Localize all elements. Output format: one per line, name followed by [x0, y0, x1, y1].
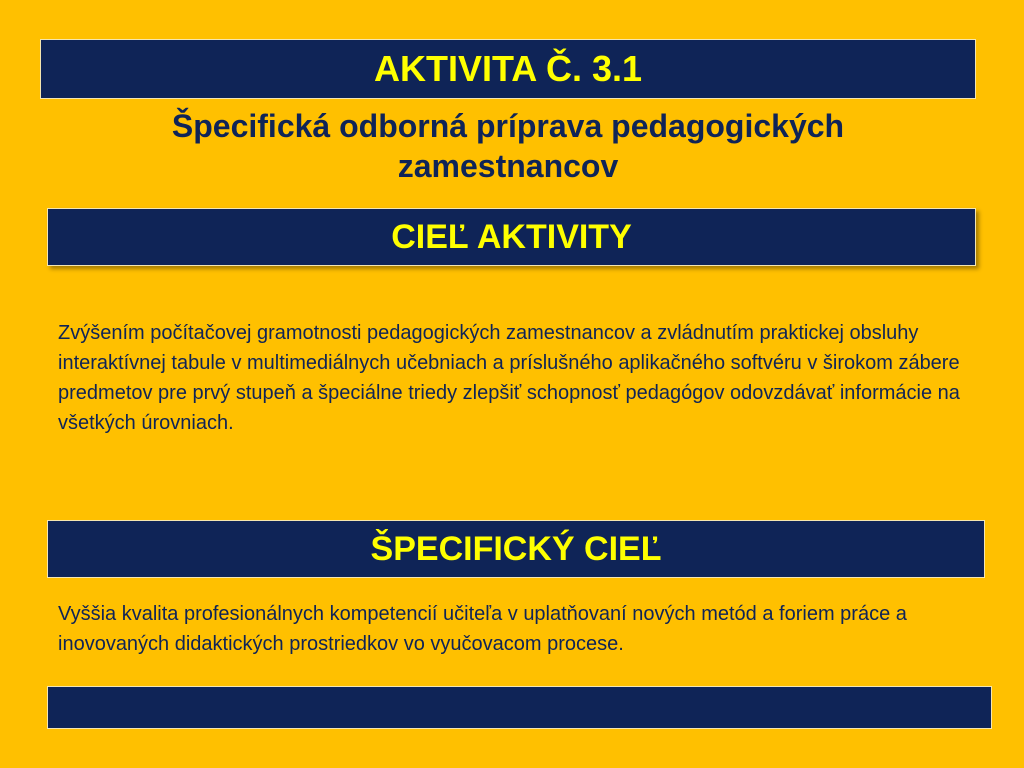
- goal-banner: [47, 208, 976, 266]
- specific-goal-banner: [47, 520, 985, 578]
- title-banner: [40, 39, 976, 99]
- specific-goal-paragraph: Vyššia kvalita profesionálnych kompetencií učiteľa v uplatňovaní nových metód a foriem práce a inovovaných didaktických prostriedkov vo vyučovacom procese.: [58, 603, 907, 655]
- goal-paragraph: Zvýšením počítačovej gramotnosti pedagogických zamestnancov a zvládnutím praktickej obsluhy interaktívnej tabule v multimediálnych učebniach a príslušného aplikačného softvéru v širokom zábere predmetov pre prvý stupeň a špeciálne triedy zlepšiť schopnosť pedagógov odovzdávať informácie na všetkých úrovniach.: [58, 322, 960, 434]
- footer-bar: [47, 686, 992, 729]
- subtitle-line-2: zamestnancov: [397, 148, 619, 184]
- title-text: AKTIVITA Č. 3.1: [373, 48, 643, 89]
- subtitle-line-1: Špecifická odborná príprava pedagogických: [171, 108, 845, 144]
- goal-heading: CIEĽ AKTIVITY: [391, 218, 632, 256]
- subtitle: [40, 106, 976, 186]
- specific-goal-heading: ŠPECIFICKÝ CIEĽ: [370, 530, 662, 568]
